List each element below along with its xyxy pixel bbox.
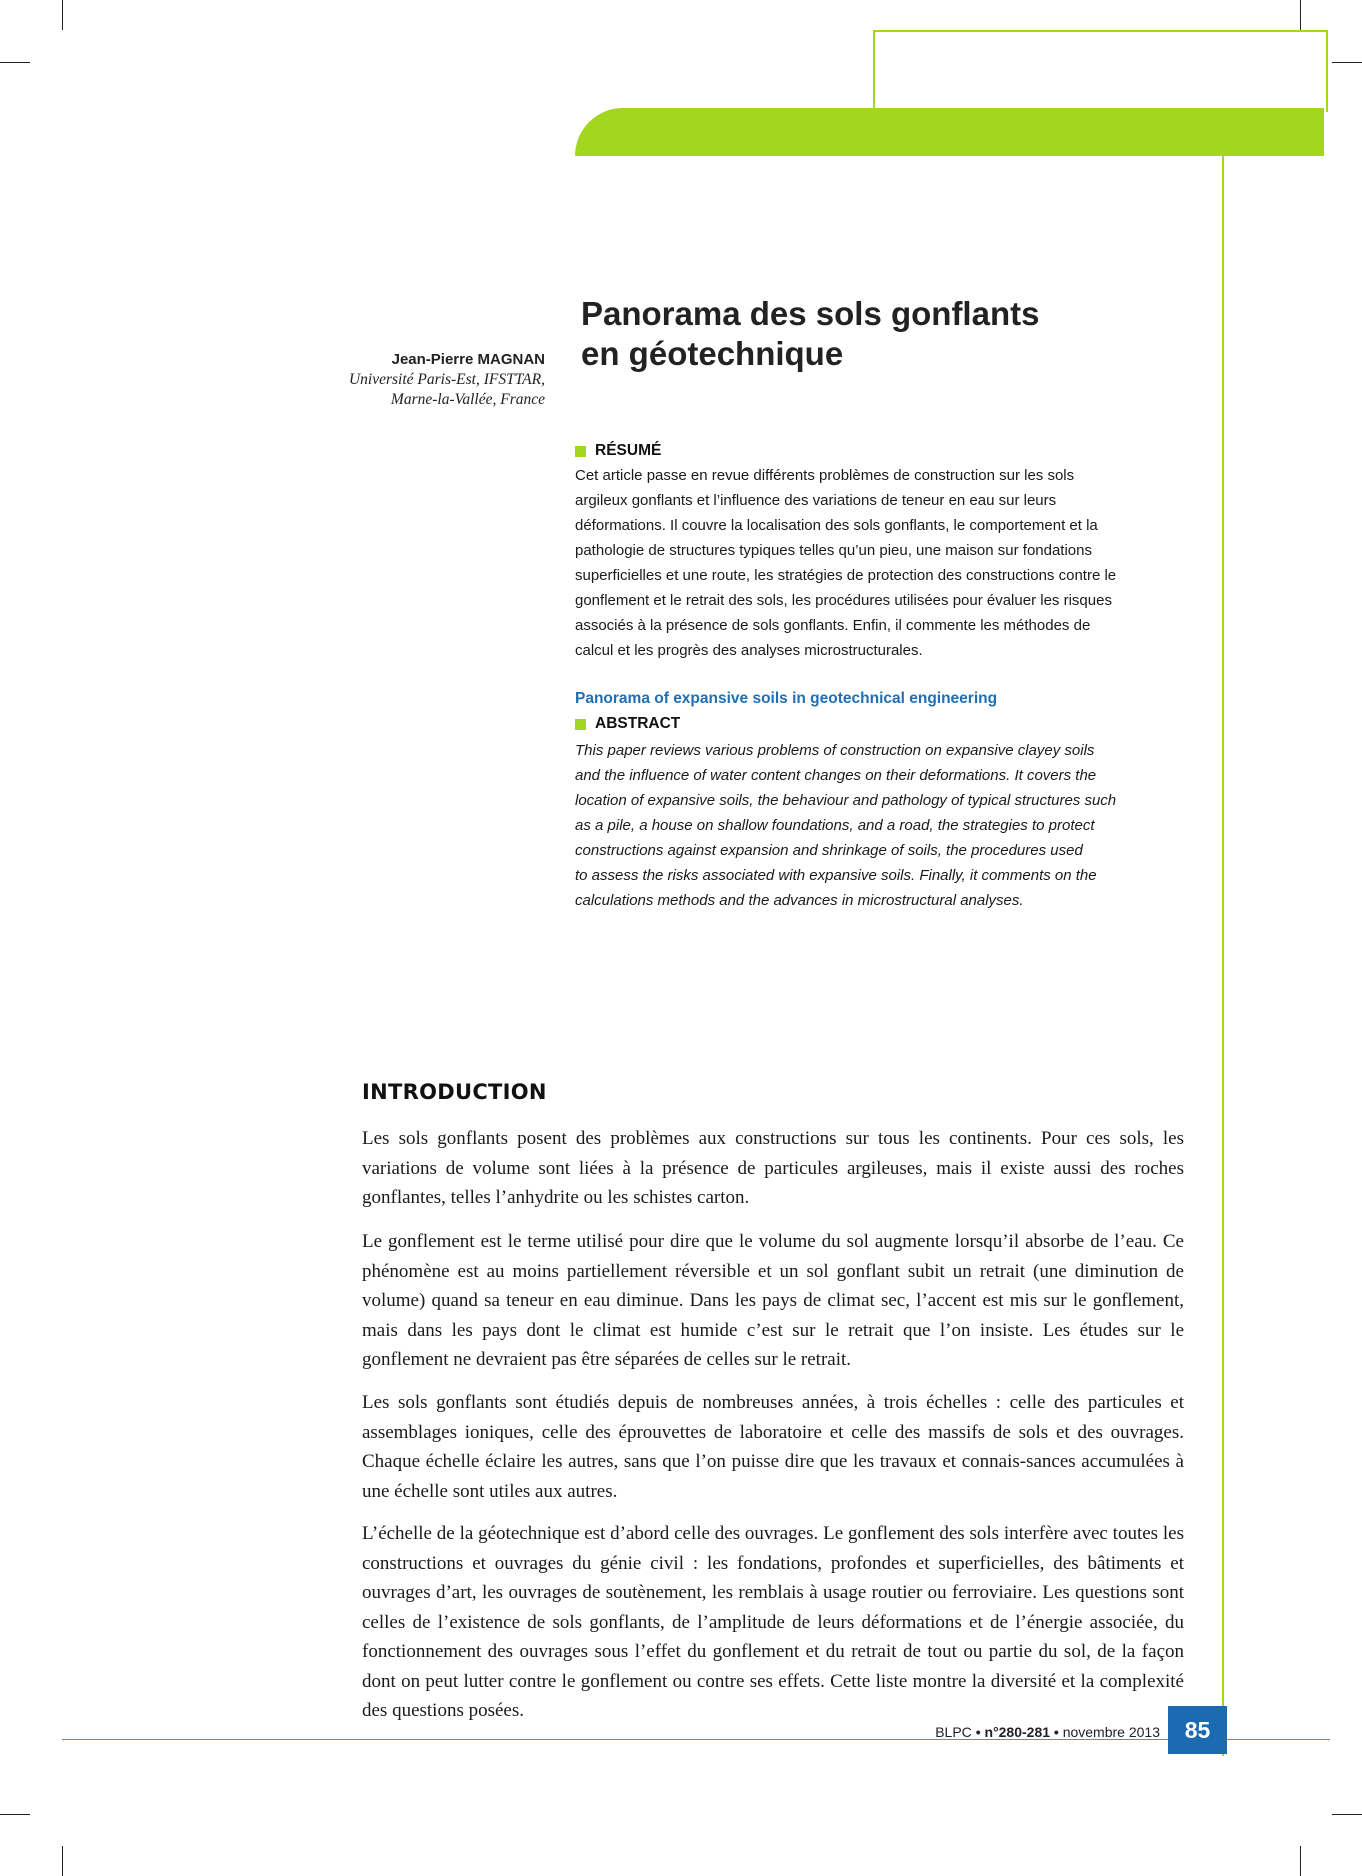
abstract-line: to assess the risks associated with expansive soils. Finally, it comments on the [575,867,1097,884]
footer-date: novembre 2013 [1062,1724,1160,1740]
resume-heading-label: RÉSUMÉ [595,442,662,459]
abstract-line: This paper reviews various problems of construction on expansive clayey soils [575,742,1095,759]
resume-line: déformations. Il couvre la localisation des sols gonflants, le comportement et la [575,517,1098,534]
square-bullet-icon [575,719,586,730]
crop-mark [62,1846,63,1876]
abstract-line: and the influence of water content changes on their deformations. It covers the [575,767,1097,784]
introduction-heading: INTRODUCTION [362,1080,547,1104]
crop-mark [1300,0,1301,30]
resume-line: Cet article passe en revue différents problèmes de construction sur les sols [575,467,1075,484]
resume-line: calcul et les progrès des analyses microstructurales. [575,642,923,659]
abstract-line: location of expansive soils, the behaviour and pathology of typical structures such [575,792,1117,809]
english-title: Panorama of expansive soils in geotechnical engineering [575,690,998,707]
intro-paragraph: L’échelle de la géotechnique est d’abord celle des ouvrages. Le gonflement des sols interfère avec toutes les constructions et ouvrages du génie civil : les fondations, profondes et superficielles, des bâtiments et ouvrages d’art, les ouvrages de soutènement, les remblais à usage routier ou ferroviaire. Les questions sont celles de l’existence de sols gonflants, de l’amplitude de leurs déformations et de l’énergie associée, du fonctionnement des ouvrages sous l’effet du gonflement et du retrait de tout ou partie du sol, de la façon dont on peut lutter contre le gonflement ou contre ses effets. Cette liste montre la diversité et la complexité des questions posées. [362,1523,1184,1721]
crop-mark [0,62,30,63]
resume-heading [575,442,661,460]
crop-mark [62,0,63,30]
abstract-line: constructions against expansion and shrinkage of soils, the procedures used [575,842,1083,859]
resume-line: argileux gonflants et l’influence des variations de teneur en eau sur leurs [575,492,1057,509]
author-affiliation-line: Université Paris-Est, IFSTTAR, [348,371,545,388]
abstract-line: calculations methods and the advances in microstructural analyses. [575,892,1024,909]
crop-mark [0,1814,30,1815]
header-frame [873,30,1328,112]
footer-separator: • [975,1724,981,1740]
intro-paragraph: Les sols gonflants sont étudiés depuis de nombreuses années, à trois échelles : celle des particules et assemblages ioniques, celle des éprouvettes de laboratoire et celle des massifs de sols et des ouvrages. Chaque échelle éclaire les autres, sans que l’on puisse dire que les travaux et connais-sances accumulées à une échelle sont utiles aux autres. [362,1392,1184,1502]
resume-line: pathologie de structures typiques telles qu’un pieu, une maison sur fondations [575,542,1092,559]
abstract-text [575,738,1215,913]
abstract-heading [575,715,680,733]
page-number: 85 [1168,1706,1227,1754]
intro-paragraph: Le gonflement est le terme utilisé pour dire que le volume du sol augmente lorsqu’il absorbe de l’eau. Ce phénomène est au moins partiellement réversible et un sol gonflant subit un retrait (une diminution de volume) quand sa teneur en eau diminue. Dans les pays de climat sec, l’accent est mis sur le gonflement, mais dans les pays dont le climat est humide c’est sur le retrait que l’on insiste. Les études sur le gonflement ne devraient pas être séparées de celles sur le retrait. [362,1231,1184,1370]
abstract-heading-label: ABSTRACT [595,715,681,732]
author-affiliation-line: Marne-la-Vallée, France [390,391,545,408]
crop-mark [1332,62,1362,63]
footer-citation [935,1724,1160,1740]
square-bullet-icon [575,446,586,457]
right-green-rule [1222,156,1224,1756]
header-green-bar [575,108,1324,156]
footer-journal: BLPC [935,1724,972,1740]
resume-text [575,463,1215,663]
resume-line: gonflement et le retrait des sols, les procédures utilisées pour évaluer les risques [575,592,1112,609]
article-title-line: en géotechnique [581,335,844,372]
resume-line: superficielles et une route, les stratégies de protection des constructions contre le [575,567,1117,584]
footer-separator: • [1053,1724,1059,1740]
author-block [349,350,545,410]
footer-issue: n°280-281 [984,1724,1051,1740]
resume-line: associés à la présence de sols gonflants. Enfin, il commente les méthodes de [575,617,1091,634]
abstract-line: as a pile, a house on shallow foundations, and a road, the strategies to protect [575,817,1095,834]
crop-mark [1332,1814,1362,1815]
article-title [581,294,1221,374]
crop-mark [1300,1846,1301,1876]
author-name: Jean-Pierre MAGNAN [391,351,545,368]
article-title-line: Panorama des sols gonflants [581,295,1040,332]
intro-paragraph: Les sols gonflants posent des problèmes aux constructions sur tous les continents. Pour ces sols, les variations de volume sont liées à la présence de particules argileuses, mais il existe aussi des roches gonflantes, telles l’anhydrite ou les schistes carton. [362,1128,1184,1208]
